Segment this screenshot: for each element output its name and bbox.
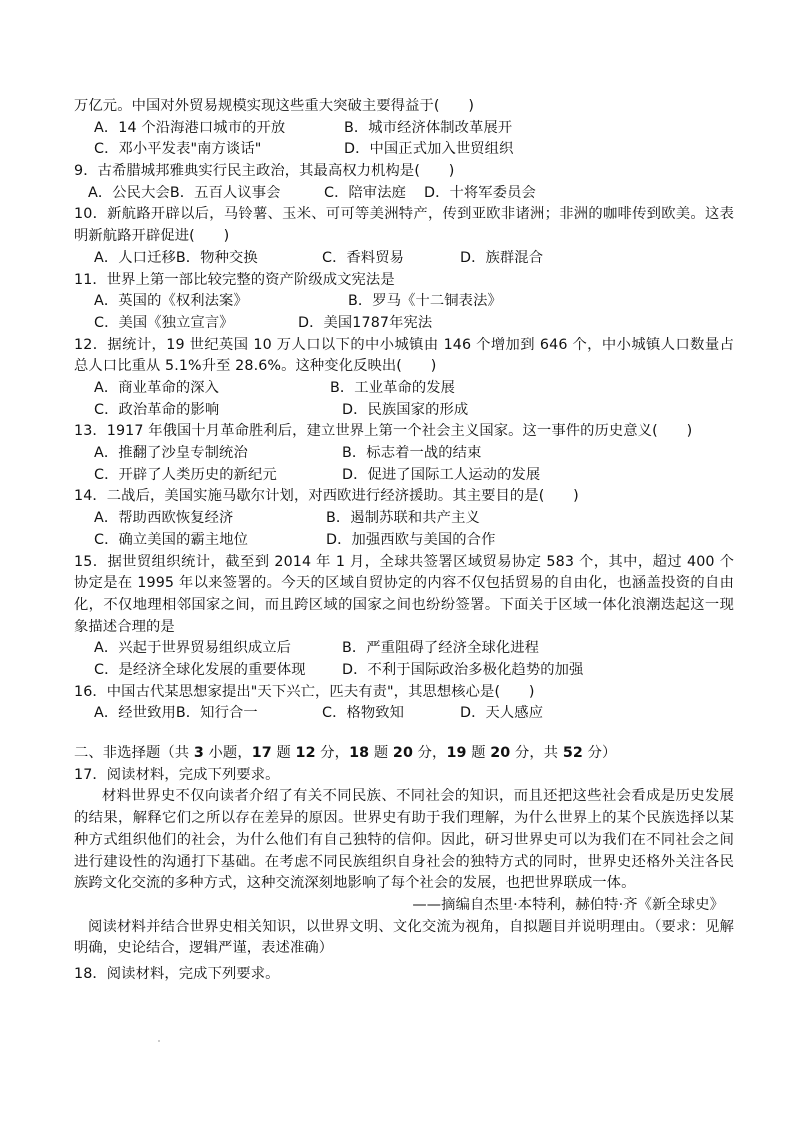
q14-options-row-2 (74, 530, 734, 552)
q13-option-d: D．促进了国际工人运动的发展 (342, 466, 541, 483)
q12-stem: 12．据统计，19 世纪英国 10 万人口以下的中小城镇由 146 个增加到 646 个，中小城镇人口数量占总人口比重从 5.1%升至 28.6%。这种变化反映出( ) (74, 336, 734, 375)
q12-options-row-1 (74, 378, 734, 400)
q15-option-d: D．不利于国际政治多极化趋势的加强 (342, 662, 584, 678)
q9-stem: 9．古希腊城邦雅典实行民主政治，其最高权力机构是( ) (74, 163, 455, 180)
q9-option-d: D．十将军委员会 (424, 184, 536, 201)
q15-options-row-2 (74, 660, 734, 682)
q10-option-d: D．族群混合 (460, 249, 544, 266)
q9-option-ab: A．公民大会B．五百人议事会 (88, 184, 281, 201)
section-2-suffix: 分） (582, 745, 617, 762)
q11-option-a: A．英国的《权利法案》 (94, 293, 248, 310)
section-2-q18-score: 20 (392, 745, 413, 762)
q16-option-c: C．格物致知 (322, 705, 405, 722)
section-2-q19-score: 20 (490, 745, 511, 762)
q8-option-b: B．城市经济体制改革展开 (344, 119, 513, 136)
q10-option-ab: A．人口迁移B．物种交换 (94, 249, 258, 266)
q13-option-b: B．标志着一战的结束 (342, 445, 482, 462)
q11-options-row-2 (74, 313, 734, 335)
q16-options-row (74, 703, 734, 725)
section-2-prefix: 二、非选择题（共 (74, 745, 194, 762)
q15-option-c: C．是经济全球化发展的重要体现 (94, 662, 306, 678)
q11-option-c: C．美国《独立宣言》 (94, 314, 234, 331)
section-2-text: 分，共 (510, 745, 563, 762)
q13-option-c: C．开辟了人类历史的新纪元 (94, 466, 277, 483)
q8-options-row-2 (74, 139, 734, 161)
q8-options-row-1 (74, 118, 734, 140)
q16-option-ab: A．经世致用B．知行合一 (94, 705, 258, 722)
q8-option-c: C．邓小平发表"南方谈话" (94, 141, 262, 158)
q12-option-b: B．工业革命的发展 (330, 380, 456, 396)
section-2-text: 题 (466, 745, 491, 762)
q12-option-d: D．民族国家的形成 (342, 401, 469, 418)
section-2-total-score: 52 (562, 745, 583, 762)
section-2-q18-number: 18 (349, 745, 370, 762)
q14-option-d: D．加强西欧与美国的合作 (326, 531, 496, 548)
q12-option-c: C．政治革命的影响 (94, 401, 220, 418)
q17-task: 阅读材料并结合世界史相关知识，以世界文明、文化交流为视角，自拟题目并说明理由。（要求：见解明确，史论结合，逻辑严谨，表述准确） (74, 918, 734, 957)
section-2-text: 题 (271, 745, 296, 762)
section-2-text: 题 (369, 745, 393, 762)
q15-option-b: B．严重阻碍了经济全球化进程 (342, 640, 540, 657)
q10-stem: 10．新航路开辟以后，马铃薯、玉米、可可等美洲特产，传到亚欧非诸洲；非洲的咖啡传到欧美。这表明新航路开辟促进( ) (74, 206, 734, 245)
q18-stem: 18．阅读材料，完成下列要求。 (74, 966, 280, 983)
q13-stem: 13．1917 年俄国十月革命胜利后，建立世界上第一个社会主义国家。这一事件的历史意义( ) (74, 423, 693, 440)
q17-source: ——摘编自杰里·本特利，赫伯特·齐《新全球史》 (412, 896, 724, 913)
q12-option-a: A．商业革命的深入 (94, 380, 220, 396)
q10-options-row (74, 248, 734, 270)
q14-option-c: C．确立美国的霸主地位 (94, 531, 249, 548)
section-2-text: 分， (413, 745, 447, 762)
q13-options-row-2 (74, 465, 734, 487)
q11-option-d: D．美国1787年宪法 (298, 314, 433, 331)
q14-option-a: A．帮助西欧恢复经济 (94, 510, 234, 527)
q12-options-row-2 (74, 400, 734, 422)
q11-option-b: B．罗马《十二铜表法》 (348, 293, 502, 310)
scan-speck (158, 1040, 160, 1042)
exam-page (74, 96, 734, 986)
q14-option-b: B．遏制苏联和共产主义 (326, 510, 480, 527)
q13-option-a: A．推翻了沙皇专制统治 (94, 445, 248, 462)
q17-material: 材料世界史不仅向读者介绍了有关不同民族、不同社会的知识，而且还把这些社会看成是历史发展的结果，解释它们之所以存在差异的原因。世界史有助于我们理解，为什么世界上的某个民族选择以某种方式组织他们的社会，为什么他们有自己独特的信仰。因此，研习世界史可以为我们在不同社会之间进行建设性的沟通打下基础。在考虑不同民族组织自身社会的独特方式的同时，世界史还格外关注各民族跨文化交流的多种方式，这种交流深刻地影响了每个社会的发展，也把世界联成一体。 (74, 788, 734, 892)
section-2-q17-number: 17 (251, 745, 272, 762)
section-2-text: 分， (315, 745, 350, 762)
q9-option-c: C．陪审法庭 (324, 184, 407, 201)
section-2-q19-number: 19 (446, 745, 467, 762)
q15-stem: 15．据世贸组织统计，截至到 2014 年 1 月，全球共签署区域贸易协定 583 个，其中，超过 400 个协定是在 1995 年以来签署的。今天的区域自贸协定的内容不仅包括贸易的自由化，也涵盖投资的自由化，不仅地理相邻国家之间，而且跨区域的国家之间也纷纷签署。下面关于区域一体化浪潮迭起这一现象描述合理的是 (74, 553, 734, 635)
section-2-q17-score: 12 (295, 745, 316, 762)
q15-options-row-1 (74, 638, 734, 660)
q8-option-a: A．14 个沿海港口城市的开放 (94, 119, 286, 136)
q14-options-row-1 (74, 508, 734, 530)
section-2-title (74, 743, 734, 765)
q14-stem: 14．二战后，美国实施马歇尔计划，对西欧进行经济援助。其主要目的是( ) (74, 488, 579, 505)
q15-option-a: A．兴起于世界贸易组织成立后 (94, 640, 292, 657)
q8-option-d: D．中国正式加入世贸组织 (344, 141, 514, 158)
section-2-question-count: 3 (193, 745, 204, 762)
q9-options-row (74, 183, 734, 205)
q13-options-row-1 (74, 443, 734, 465)
q10-option-c: C．香料贸易 (322, 249, 405, 266)
q17-stem: 17．阅读材料，完成下列要求。 (74, 766, 280, 783)
section-2-text: 小题， (203, 745, 252, 762)
q8-stem-tail: 万亿元。中国对外贸易规模实现这些重大突破主要得益于( ) (74, 98, 475, 114)
q16-stem: 16．中国古代某思想家提出"天下兴亡，匹夫有责"，其思想核心是( ) (74, 683, 535, 700)
q11-stem: 11．世界上第一部比较完整的资产阶级成文宪法是 (74, 271, 395, 288)
q11-options-row-1 (74, 291, 734, 313)
q16-option-d: D．天人感应 (460, 705, 544, 722)
